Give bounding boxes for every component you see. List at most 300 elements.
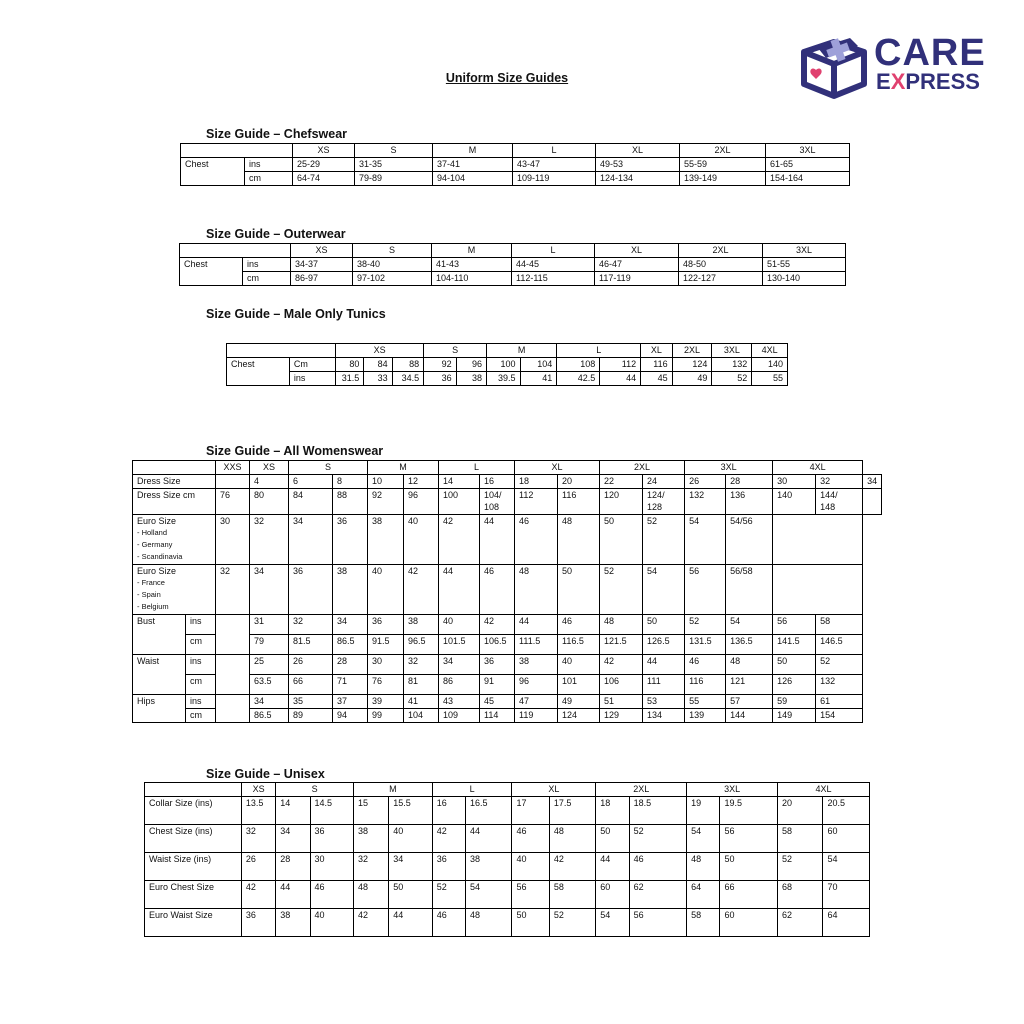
table-cell: 15 [353,797,388,825]
table-cell: 104 [404,709,439,723]
table-cell: 134 [643,709,685,723]
table-cell: 41 [520,372,557,386]
size-header: S [355,144,433,158]
table-cell: 40 [558,655,600,675]
table-cell: 54 [466,881,512,909]
table-cell: 48 [726,655,773,675]
table-cell: 119 [515,709,558,723]
table-cell: 86-97 [291,272,353,286]
logo-text-express: EXPRESS [876,69,980,94]
table-cell: 106.5 [480,635,515,655]
table-cell: 86.5 [250,709,289,723]
table-cell: 80 [250,489,289,515]
table-row [227,372,788,386]
table-cell: 55 [752,372,788,386]
tunics-table [226,343,788,386]
table-cell: 66 [289,675,333,695]
table-cell: 116.5 [558,635,600,655]
table-cell: 149 [773,709,816,723]
table-cell: 34 [276,825,310,853]
size-header: XS [291,244,353,258]
size-header: M [432,244,512,258]
table-cell: 92 [368,489,404,515]
size-header: S [424,344,487,358]
table-cell: 52 [629,825,687,853]
table-cell: 60 [720,909,778,937]
table-cell: 38 [353,825,388,853]
size-header: M [487,344,557,358]
table-cell: 49-53 [596,158,680,172]
size-header: S [289,461,368,475]
table-cell: 60 [596,881,629,909]
table-cell: 42 [549,853,595,881]
size-header: XL [596,144,680,158]
table-cell: 38 [456,372,486,386]
row-label [133,565,216,615]
table-cell: 47 [515,695,558,709]
size-header: 3XL [687,783,778,797]
blank-header-cell [133,461,216,475]
table-cell: 14 [276,797,310,825]
row-label: Dress Size [133,475,216,489]
table-cell: 36 [368,615,404,635]
size-header: L [432,783,512,797]
table-cell: 124 [558,709,600,723]
euro-country-label: - France [137,578,165,587]
table-cell: 38 [515,655,558,675]
table-cell: 56 [720,825,778,853]
size-header: 2XL [672,344,712,358]
table-cell: 44 [480,515,515,565]
table-cell: 58 [549,881,595,909]
table-row [133,489,882,515]
table-cell: 37 [333,695,368,709]
table-cell: 76 [216,489,250,515]
size-header: L [439,461,515,475]
table-row [133,475,882,489]
table-cell: 96 [515,675,558,695]
table-cell: 52 [549,909,595,937]
table-cell: 19.5 [720,797,778,825]
table-cell: 132 [685,489,726,515]
table-cell: 79-89 [355,172,433,186]
table-cell: 40 [389,825,432,853]
unit-label: cm [186,709,216,723]
table-cell: 38 [368,515,404,565]
unisex-title: Size Guide – Unisex [206,767,325,781]
table-cell: 104-110 [432,272,512,286]
table-cell: 80 [336,358,364,372]
size-header: XL [641,344,672,358]
row-label [133,515,216,565]
table-cell: 61 [816,695,863,709]
table-cell: 130-140 [763,272,846,286]
size-header: XS [336,344,424,358]
table-cell: 38 [276,909,310,937]
row-label: Euro Waist Size [145,909,242,937]
unit-label: ins [186,695,216,709]
table-cell: 10 [368,475,404,489]
table-cell: 96 [404,489,439,515]
empty-cell [863,489,882,515]
table-cell: 114 [480,709,515,723]
table-cell: 40 [368,565,404,615]
table-cell: 50 [389,881,432,909]
table-cell: 64-74 [293,172,355,186]
table-cell: 104/ 108 [480,489,515,515]
row-label: Dress Size cm [133,489,216,515]
table-cell: 94 [333,709,368,723]
table-cell: 76 [368,675,404,695]
table-row [181,172,850,186]
size-header: M [368,461,439,475]
table-cell: 50 [596,825,629,853]
table-cell: 44 [389,909,432,937]
table-row [133,655,882,675]
table-cell: 60 [823,825,870,853]
table-cell: 34 [389,853,432,881]
womenswear-title: Size Guide – All Womenswear [206,444,384,458]
table-cell: 112 [515,489,558,515]
table-cell: 42 [439,515,480,565]
measure-label: Bust [133,615,186,655]
table-cell: 32 [241,825,275,853]
table-cell: 88 [333,489,368,515]
table-cell: 121.5 [600,635,643,655]
table-cell: 116 [558,489,600,515]
table-cell: 16 [480,475,515,489]
table-cell: 124 [672,358,712,372]
table-cell: 112 [600,358,641,372]
euro-country-label: - Spain [137,590,161,599]
table-cell: 86 [439,675,480,695]
size-header: 2XL [679,244,763,258]
size-header: 2XL [680,144,766,158]
table-cell: 33 [364,372,392,386]
table-cell: 31-35 [355,158,433,172]
tunics-title: Size Guide – Male Only Tunics [206,307,386,321]
size-header: 2XL [600,461,685,475]
table-cell: 32 [353,853,388,881]
table-cell: 14 [439,475,480,489]
table-cell: 106 [600,675,643,695]
table-cell: 51 [600,695,643,709]
table-cell: 32 [216,565,250,615]
table-cell: 37-41 [433,158,513,172]
size-header: XL [595,244,679,258]
unit-label: ins [245,158,293,172]
table-cell: 20 [778,797,823,825]
table-cell: 44 [439,565,480,615]
table-cell: 54 [596,909,629,937]
table-cell: 42 [480,615,515,635]
table-cell: 48 [466,909,512,937]
table-cell: 100 [487,358,521,372]
size-header: XL [515,461,600,475]
blank-header-cell [145,783,242,797]
blank-header-cell [181,144,293,158]
table-cell: 111.5 [515,635,558,655]
table-cell: 31 [250,615,289,635]
table-cell: 121 [726,675,773,695]
outerwear-table [179,243,846,286]
table-cell: 19 [687,797,720,825]
row-label: Collar Size (ins) [145,797,242,825]
table-cell: 96.5 [404,635,439,655]
table-cell: 51-55 [763,258,846,272]
table-cell: 48 [515,565,558,615]
size-header: XS [241,783,275,797]
table-cell: 30 [368,655,404,675]
table-cell: 139 [685,709,726,723]
table-cell: 26 [289,655,333,675]
table-cell: 34 [289,515,333,565]
size-header: 4XL [752,344,788,358]
table-cell: 12 [404,475,439,489]
table-cell: 112-115 [512,272,595,286]
table-cell: 38-40 [353,258,432,272]
table-cell: 25 [250,655,289,675]
table-cell: 34 [863,475,882,489]
table-cell: 16 [432,797,465,825]
table-row [180,272,846,286]
chefswear-table [180,143,850,186]
table-cell: 25-29 [293,158,355,172]
table-cell: 132 [816,675,863,695]
table-cell: 34 [250,695,289,709]
table-cell: 52 [816,655,863,675]
table-cell: 61-65 [766,158,850,172]
table-cell: 42 [241,881,275,909]
table-cell: 54 [687,825,720,853]
table-cell: 34 [250,565,289,615]
table-cell: 49 [672,372,712,386]
size-header: XS [250,461,289,475]
table-cell: 46 [515,515,558,565]
table-cell: 59 [773,695,816,709]
table-cell: 109-119 [513,172,596,186]
size-header: 2XL [596,783,687,797]
outerwear-title: Size Guide – Outerwear [206,227,346,241]
table-cell: 32 [816,475,863,489]
table-cell: 58 [816,615,863,635]
table-cell: 36 [333,515,368,565]
table-cell: 120 [600,489,643,515]
table-row [227,358,788,372]
table-cell: 40 [512,853,549,881]
table-cell: 100 [439,489,480,515]
size-header: 3XL [685,461,773,475]
table-cell: 154 [816,709,863,723]
table-cell: 45 [480,695,515,709]
table-cell: 44 [466,825,512,853]
table-cell: 44 [600,372,641,386]
table-cell: 17 [512,797,549,825]
table-cell: 44 [643,655,685,675]
table-cell: 86.5 [333,635,368,655]
table-cell: 131.5 [685,635,726,655]
unit-label: Cm [289,358,335,372]
table-cell: 18 [515,475,558,489]
table-row [133,461,882,475]
unit-label: cm [186,675,216,695]
table-cell: 46 [629,853,687,881]
table-cell: 81.5 [289,635,333,655]
table-cell: 32 [250,515,289,565]
size-header: 3XL [763,244,846,258]
table-row [145,909,870,937]
table-cell: 54 [726,615,773,635]
table-row [227,344,788,358]
table-cell: 132 [712,358,752,372]
table-cell: 52 [685,615,726,635]
table-cell: 44 [596,853,629,881]
unit-label: ins [243,258,291,272]
table-cell: 71 [333,675,368,695]
table-cell: 17.5 [549,797,595,825]
table-cell: 139-149 [680,172,766,186]
table-cell: 44 [276,881,310,909]
table-cell: 46-47 [595,258,679,272]
table-cell: 20 [558,475,600,489]
table-cell: 15.5 [389,797,432,825]
table-cell: 45 [641,372,672,386]
table-row [133,565,882,615]
table-cell: 141.5 [773,635,816,655]
table-cell: 63.5 [250,675,289,695]
table-cell: 50 [512,909,549,937]
table-cell: 117-119 [595,272,679,286]
euro-country-label: - Belgium [137,602,169,611]
table-cell: 136 [726,489,773,515]
table-cell: 13.5 [241,797,275,825]
table-cell: 18.5 [629,797,687,825]
table-cell: 52 [432,881,465,909]
table-cell: 36 [310,825,353,853]
table-cell: 36 [241,909,275,937]
euro-country-label: - Germany [137,540,173,549]
table-cell: 99 [368,709,404,723]
table-cell: 18 [596,797,629,825]
empty-cell [773,515,863,565]
table-row [180,244,846,258]
table-cell: 111 [643,675,685,695]
table-cell: 48 [353,881,388,909]
table-cell: 28 [276,853,310,881]
table-cell: 52 [712,372,752,386]
table-cell: 101.5 [439,635,480,655]
table-cell: 116 [641,358,672,372]
table-cell: 40 [439,615,480,635]
empty-cell [773,565,863,615]
table-cell: 50 [720,853,778,881]
table-cell: 53 [643,695,685,709]
euro-size-label: Euro Size [137,516,177,526]
table-cell: 8 [333,475,368,489]
row-label: Waist Size (ins) [145,853,242,881]
table-cell: 50 [643,615,685,635]
table-cell: 54 [823,853,870,881]
table-cell: 48 [558,515,600,565]
table-cell: 42 [432,825,465,853]
table-row [145,825,870,853]
table-cell: 46 [432,909,465,937]
table-cell: 58 [778,825,823,853]
size-header: L [513,144,596,158]
table-cell: 48 [600,615,643,635]
table-cell: 56 [629,909,687,937]
measure-label: Waist [133,655,186,695]
table-cell: 26 [241,853,275,881]
table-row [133,615,882,635]
table-cell: 44 [515,615,558,635]
table-cell: 109 [439,709,480,723]
table-row [145,881,870,909]
table-cell: 32 [289,615,333,635]
table-cell: 28 [333,655,368,675]
table-cell: 42 [404,565,439,615]
size-header: M [433,144,513,158]
table-cell: 41-43 [432,258,512,272]
page-title: Uniform Size Guides [445,71,569,85]
table-cell: 108 [557,358,600,372]
empty-cell [216,475,250,489]
table-cell: 43 [439,695,480,709]
table-cell: 32 [404,655,439,675]
table-cell: 30 [773,475,816,489]
size-header: L [557,344,641,358]
table-cell: 66 [720,881,778,909]
measure-label: Chest [181,158,245,186]
table-cell: 84 [364,358,392,372]
table-cell: 64 [823,909,870,937]
blank-header-cell [227,344,336,358]
size-header: L [512,244,595,258]
table-cell: 81 [404,675,439,695]
size-header: XL [512,783,596,797]
row-label: Chest Size (ins) [145,825,242,853]
measure-label: Hips [133,695,186,723]
table-cell: 146.5 [816,635,863,655]
table-cell: 52 [778,853,823,881]
euro-size-label: Euro Size [137,566,177,576]
table-cell: 62 [778,909,823,937]
empty-cell [216,695,250,723]
table-cell: 56/58 [726,565,773,615]
table-cell: 34.5 [392,372,423,386]
table-cell: 36 [480,655,515,675]
table-cell: 46 [685,655,726,675]
table-cell: 46 [558,615,600,635]
table-cell: 55 [685,695,726,709]
table-cell: 46 [310,881,353,909]
box-logo-icon [798,36,870,100]
table-cell: 35 [289,695,333,709]
table-cell: 34 [333,615,368,635]
table-cell: 57 [726,695,773,709]
table-cell: 40 [404,515,439,565]
table-cell: 122-127 [679,272,763,286]
table-cell: 50 [773,655,816,675]
table-cell: 42 [600,655,643,675]
table-cell: 54/56 [726,515,773,565]
table-cell: 36 [289,565,333,615]
table-cell: 64 [687,881,720,909]
table-cell: 39 [368,695,404,709]
table-cell: 6 [289,475,333,489]
table-cell: 88 [392,358,423,372]
size-header: 3XL [766,144,850,158]
